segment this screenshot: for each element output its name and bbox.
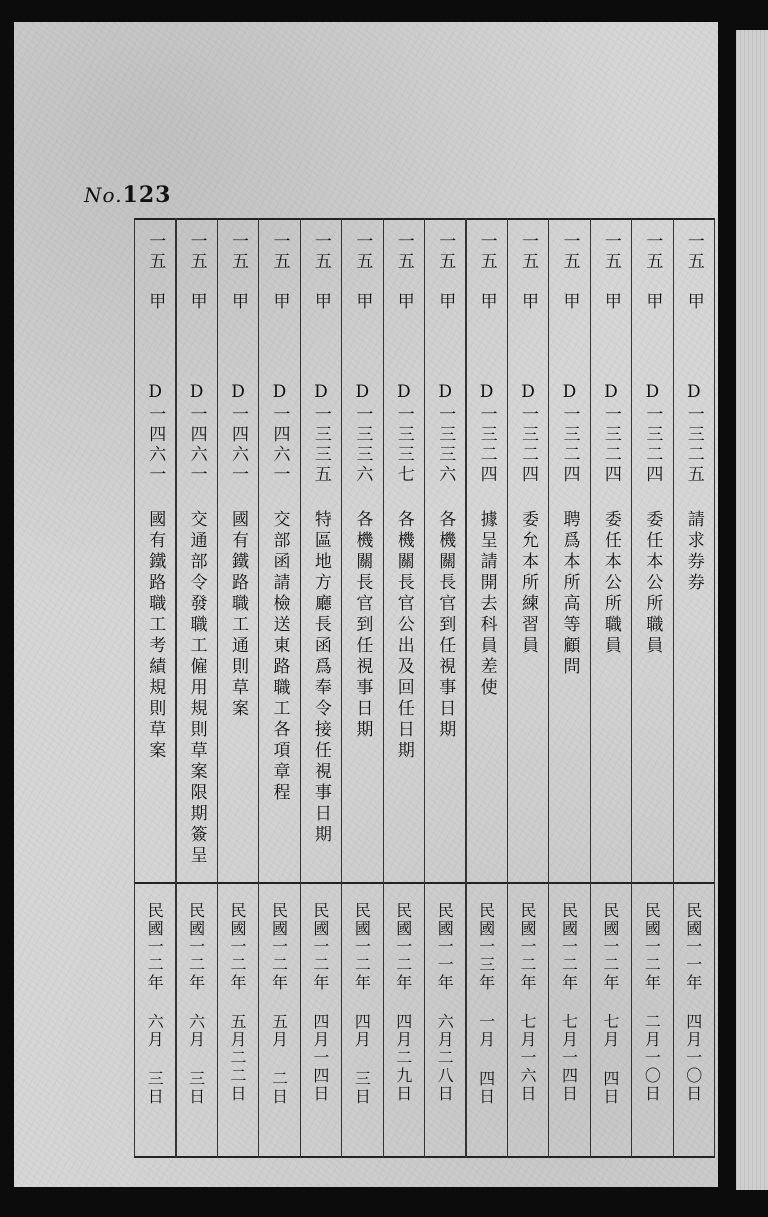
row-title-text: 各機關長官到任視事日期 [352,510,373,741]
row-number-text: 一五 [600,232,621,272]
row-title-text: 交部函請檢送東路職工各項章程 [269,510,290,804]
row-date-text: 民國一二年 四月一四日 [310,902,330,1103]
row-category-text: 甲 [186,292,207,312]
row-number [465,232,506,272]
register-table [134,218,714,1158]
row-category-text: 甲 [642,292,663,312]
row-title-text: 交通部令發職工僱用規則草案限期簽呈 [186,510,207,867]
row-date-text: 民國一二年 五月二二日 [228,902,248,1103]
row-category [465,292,506,312]
row-title [383,510,424,762]
row-code-text: D一三三六 [352,382,373,485]
row-code [258,382,299,485]
row-code [507,382,548,485]
row-date [341,902,382,1106]
table-row [383,218,424,1158]
table-row [548,218,589,1158]
row-code [341,382,382,485]
table-row [507,218,548,1158]
row-number-text: 一五 [145,232,166,272]
row-title [424,510,465,741]
row-number-text: 一五 [559,232,580,272]
row-title [465,510,506,699]
row-code-text: D一三二五 [683,382,704,485]
row-code-text: D一四六一 [145,382,166,485]
row-code [383,382,424,485]
row-code [631,382,672,485]
row-number [341,232,382,272]
row-category-text: 甲 [145,292,166,312]
row-number [631,232,672,272]
row-date-text: 民國一二年 五月 二日 [269,902,289,1106]
row-code-text: D一三二四 [642,382,663,485]
row-category-text: 甲 [228,292,249,312]
row-title-text: 委任本公所職員 [642,510,663,657]
row-code-text: D一三三六 [435,382,456,485]
table-row [300,218,341,1158]
row-number [383,232,424,272]
row-code [175,382,216,485]
row-number-text: 一五 [642,232,663,272]
row-code [300,382,341,485]
row-date-text: 民國一二年 四月二九日 [393,902,413,1103]
row-number-text: 一五 [683,232,704,272]
row-title [217,510,258,720]
row-category-text: 甲 [600,292,621,312]
row-date [258,902,299,1106]
row-code [465,382,506,485]
row-number-text: 一五 [186,232,207,272]
row-date-text: 民國一二年 六月 三日 [186,902,206,1106]
row-number [217,232,258,272]
row-number-text: 一五 [393,232,414,272]
row-category [507,292,548,312]
row-category [548,292,589,312]
row-category [424,292,465,312]
page-number [84,182,171,208]
row-category-text: 甲 [435,292,456,312]
row-date-text: 民國一二年 二月一〇日 [642,902,662,1103]
row-category [300,292,341,312]
row-number [548,232,589,272]
row-title-text: 委任本公所職員 [600,510,621,657]
row-number-text: 一五 [310,232,331,272]
row-category [341,292,382,312]
table-row [424,218,465,1158]
row-date-text: 民國一二年 七月 四日 [600,902,620,1106]
row-category-text: 甲 [352,292,373,312]
row-number [300,232,341,272]
row-category [631,292,672,312]
row-title [341,510,382,741]
row-category-text: 甲 [476,292,497,312]
row-number-text: 一五 [435,232,456,272]
row-title [631,510,672,657]
row-date-text: 民國一一年 六月二八日 [435,902,455,1103]
row-code [548,382,589,485]
table-row [134,218,175,1158]
row-category [383,292,424,312]
table-row [631,218,672,1158]
row-category-text: 甲 [518,292,539,312]
row-number [673,232,714,272]
row-code [590,382,631,485]
row-category [590,292,631,312]
table-row [341,218,382,1158]
row-category-text: 甲 [683,292,704,312]
row-date-text: 民國一二年 七月一四日 [559,902,579,1103]
row-code [673,382,714,485]
row-title [548,510,589,678]
row-title [175,510,216,867]
row-number-text: 一五 [269,232,290,272]
row-code [134,382,175,485]
row-code-text: D一三三五 [310,382,331,485]
row-number [424,232,465,272]
row-date-text: 民國一二年 四月 三日 [352,902,372,1106]
page-number-value: 123 [122,182,172,208]
row-title [507,510,548,657]
row-date [673,902,714,1103]
table-row [590,218,631,1158]
row-title-text: 委允本所練習員 [518,510,539,657]
row-title-text: 據呈請開去科員差使 [476,510,497,699]
column-rule [714,218,715,1158]
row-date [217,902,258,1103]
row-category [673,292,714,312]
row-number-text: 一五 [518,232,539,272]
row-title-text: 國有鐵路職工考績規則草案 [145,510,166,762]
row-code-text: D一三二四 [476,382,497,485]
adjacent-page-edge [736,30,768,1190]
row-title [134,510,175,762]
row-code [424,382,465,485]
row-title-text: 國有鐵路職工通則草案 [228,510,249,720]
row-category [217,292,258,312]
row-category-text: 甲 [559,292,580,312]
row-date-text: 民國一三年 一月 四日 [476,902,496,1106]
row-code [217,382,258,485]
row-date [424,902,465,1103]
row-date [134,902,175,1106]
row-date [465,902,506,1106]
row-code-text: D一四六一 [186,382,207,485]
row-title-text: 特區地方廳長函爲奉令接任視事日期 [310,510,331,846]
row-category-text: 甲 [393,292,414,312]
row-category-text: 甲 [269,292,290,312]
row-number-text: 一五 [228,232,249,272]
row-code-text: D一四六一 [228,382,249,485]
page-number-mark: No. [84,183,123,207]
row-date [175,902,216,1106]
row-date-text: 民國一二年 六月 三日 [145,902,165,1106]
row-title-text: 請求券券 [683,510,704,594]
table-row [673,218,714,1158]
row-date [300,902,341,1103]
row-number-text: 一五 [352,232,373,272]
row-number [258,232,299,272]
row-date [590,902,631,1106]
row-category [134,292,175,312]
row-date [383,902,424,1103]
row-title [673,510,714,594]
row-title [590,510,631,657]
row-category [258,292,299,312]
row-code-text: D一三二四 [518,382,539,485]
row-date-text: 民國一一年 四月一〇日 [683,902,703,1103]
row-code-text: D一三三七 [393,382,414,485]
row-number [507,232,548,272]
row-code-text: D一三二四 [600,382,621,485]
row-title [300,510,341,846]
row-category [175,292,216,312]
row-title [258,510,299,804]
row-category-text: 甲 [310,292,331,312]
row-title-text: 各機關長官到任視事日期 [435,510,456,741]
table-row [175,218,216,1158]
row-title-text: 聘爲本所高等顧問 [559,510,580,678]
row-number [134,232,175,272]
table-row [465,218,506,1158]
row-number [175,232,216,272]
row-date-text: 民國一二年 七月一六日 [518,902,538,1103]
row-code-text: D一三二四 [559,382,580,485]
row-number-text: 一五 [476,232,497,272]
row-number [590,232,631,272]
row-date [631,902,672,1103]
table-row [258,218,299,1158]
row-date [507,902,548,1103]
row-date [548,902,589,1103]
row-title-text: 各機關長官公出及回任日期 [393,510,414,762]
document-page [14,22,718,1187]
row-code-text: D一四六一 [269,382,290,485]
table-row [217,218,258,1158]
